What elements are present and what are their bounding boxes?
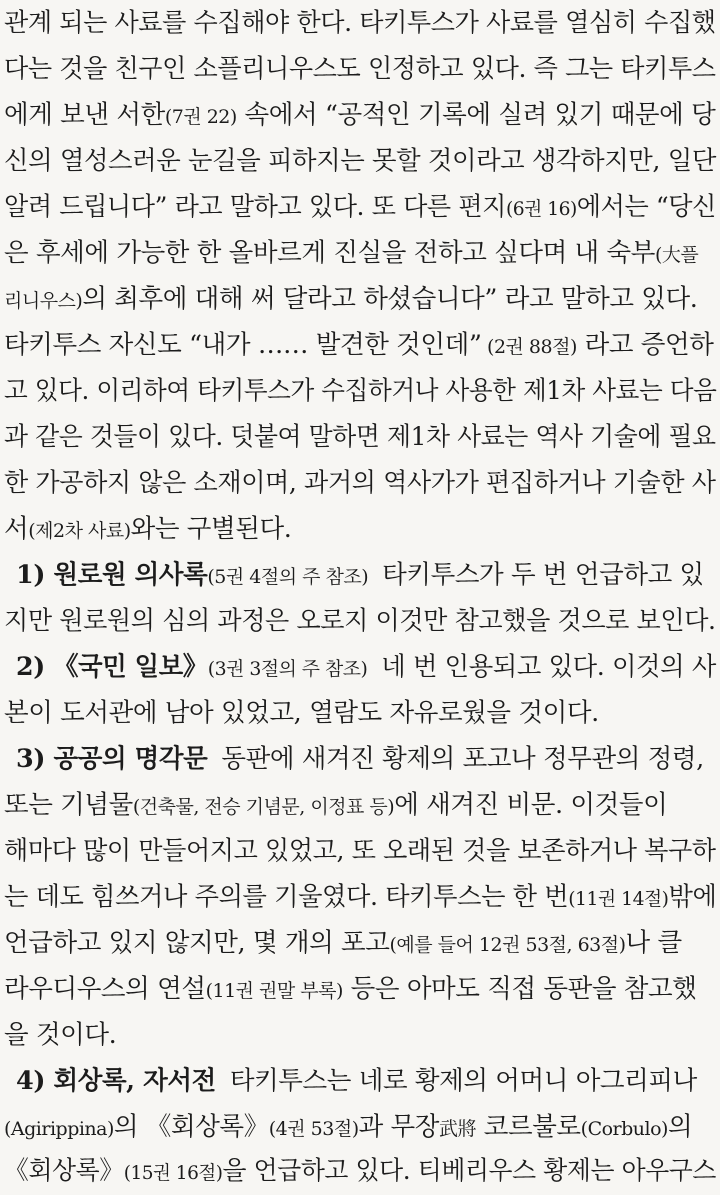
citation: (5권 4절의 주 참조): [207, 566, 369, 588]
text-run: 와는 구별된다.: [130, 514, 292, 544]
text-line: [4, 93, 715, 137]
text-line: [4, 875, 716, 919]
list-item-heading: [16, 737, 704, 781]
text-run: 타키투스 자신도 “내가 …… 발견한 것인데”: [4, 330, 482, 360]
text-line: [4, 231, 698, 275]
item-title: 3) 공공의 명각문: [16, 744, 208, 774]
text-run: 의: [667, 1112, 693, 1142]
text-run: 에게 보낸 서한: [4, 100, 165, 130]
annotation: (Corbulo): [580, 1118, 668, 1140]
annotation: (Agirippina): [4, 1118, 114, 1140]
annotation: 리니우스): [4, 290, 83, 312]
text-run: 서: [4, 514, 29, 544]
citation: (예를 들어 12권 53절, 63절): [389, 934, 626, 956]
text-line: 다는 것을 친구인 소플리니우스도 인정하고 있다. 즉 그는 타키투스: [4, 54, 716, 84]
text-line: 과 같은 것들이 있다. 덧붙여 말하면 제1차 사료는 역사 기술에 필요: [4, 422, 716, 452]
text-run: 라고 증언하: [576, 330, 714, 360]
text-run: 는 데도 힘쓰거나 주의를 기울였다. 타키투스는 한 번: [4, 882, 569, 912]
citation: (15권 16절): [123, 1162, 223, 1184]
list-item-heading: [16, 553, 704, 597]
item-title: 2) 《국민 일보》: [16, 652, 208, 682]
text-run: 나 클: [625, 928, 682, 958]
text-run: 동판에 새겨진 황제의 포고나 정무관의 정령,: [221, 744, 704, 774]
annotation: (大플: [654, 244, 699, 266]
text-line: [4, 185, 716, 229]
text-run: 을 언급하고 있다. 티베리우스 황제는 아우구스: [222, 1156, 717, 1186]
citation: (3권 3절의 주 참조): [207, 658, 368, 680]
hanja-annotation: 武將: [439, 1118, 477, 1140]
citation: (7권 22): [164, 106, 237, 128]
text-run: 네 번 인용되고 있다. 이것의 사: [381, 652, 716, 682]
text-run: 코르불로: [476, 1112, 581, 1142]
text-line: [4, 323, 713, 367]
text-run: 과 무장: [358, 1112, 440, 1142]
item-title: 4) 회상록, 자서전: [16, 1066, 216, 1096]
text-line: 을 것이다.: [4, 1020, 117, 1050]
text-run: 의 최후에 대해 써 달라고 하셨습니다” 라고 말하고 있다.: [82, 284, 698, 314]
text-run: 라우디우스의 연설: [4, 974, 206, 1004]
annotation: (건축물, 전승 기념문, 이정표 등): [132, 796, 395, 818]
text-run: 알려 드립니다” 라고 말하고 있다. 또 다른 편지: [4, 192, 507, 222]
text-run: 《회상록》: [4, 1156, 124, 1186]
text-line: [4, 1105, 692, 1149]
citation: (6권 16): [506, 198, 577, 220]
text-line: 관계 되는 사료를 수집해야 한다. 타키투스가 사료를 열심히 수집했: [4, 8, 716, 38]
text-line: [4, 967, 697, 1011]
text-line: 지만 원로원의 심의 과정은 오로지 이것만 참고했을 것으로 보인다.: [4, 606, 716, 636]
text-run: 에서는 “당신: [576, 192, 716, 222]
text-run: 의 《회상록》: [113, 1112, 269, 1142]
text-line: [4, 507, 291, 551]
text-run: 등은 아마도 직접 동판을 참고했: [342, 974, 697, 1004]
text-run: 타키투스는 네로 황제의 어머니 아그리피나: [229, 1066, 697, 1096]
text-run: 에 새겨진 비문. 이것들이: [394, 790, 668, 820]
list-item-heading: [16, 645, 716, 689]
text-run: 밖에: [668, 882, 717, 912]
list-item-heading: [16, 1059, 697, 1103]
text-run: 또는 기념물: [4, 790, 133, 820]
text-line: 한 가공하지 않은 소재이며, 과거의 역사가가 편집하거나 기술한 사: [4, 468, 716, 498]
citation: (11권 14절): [568, 888, 669, 910]
text-line: [4, 921, 682, 965]
citation: (2권 88절): [481, 336, 577, 358]
text-line: [4, 1149, 716, 1193]
text-run: 언급하고 있지 않지만, 몇 개의 포고: [4, 928, 390, 958]
text-run: 은 후세에 가능한 한 올바르게 진실을 전하고 싶다며 내 숙부: [4, 238, 655, 268]
text-line: 고 있다. 이리하여 타키투스가 수집하거나 사용한 제1차 사료는 다음: [4, 376, 717, 406]
annotation: (제2차 사료): [28, 520, 131, 542]
text-line: 본이 도서관에 남아 있었고, 열람도 자유로웠을 것이다.: [4, 698, 599, 728]
text-line: 신의 열성스러운 눈길을 피하지는 못할 것이라고 생각하지만, 일단: [4, 146, 716, 176]
text-line: 해마다 많이 만들어지고 있었고, 또 오래된 것을 보존하거나 복구하: [4, 836, 716, 866]
text-run: 속에서 “공적인 기록에 실려 있기 때문에 당: [236, 100, 716, 130]
citation: (11권 권말 부록): [205, 980, 343, 1002]
item-title: 1) 원로원 의사록: [16, 560, 208, 590]
text-run: 타키투스가 두 번 언급하고 있: [382, 560, 704, 590]
citation: (4권 53절): [268, 1118, 359, 1140]
text-line: [4, 783, 667, 827]
text-line: [4, 277, 697, 321]
